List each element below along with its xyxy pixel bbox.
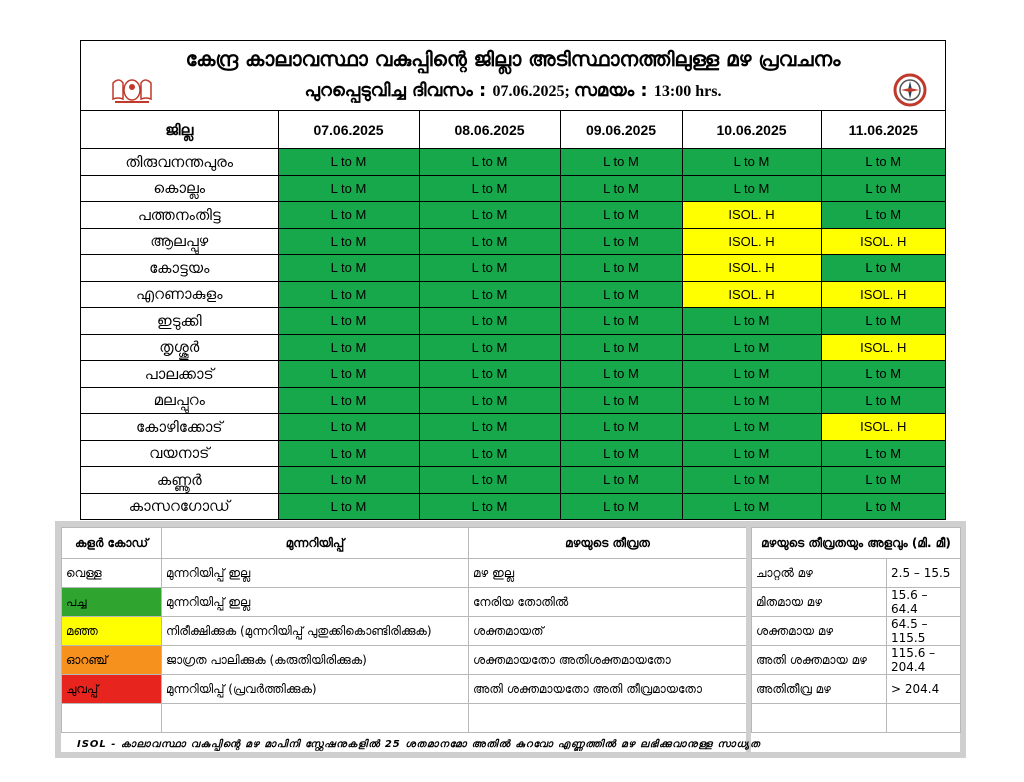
forecast-cell: ISOL. H	[682, 228, 821, 255]
date-column-header: 11.06.2025	[821, 111, 945, 149]
table-row	[81, 149, 945, 176]
issued-label: പുറപ്പെടുവിച്ച ദിവസം :	[304, 80, 493, 101]
forecast-cell: L to M	[560, 202, 682, 229]
warning-cell: ജാഗ്രത പാലിക്കുക (കരുതിയിരിക്കുക)	[162, 646, 469, 675]
forecast-cell: ISOL. H	[682, 255, 821, 282]
issued-date: 07.06.2025;	[492, 83, 574, 100]
district-name: പത്തനംതിട്ട	[81, 202, 278, 229]
color-name-cell: വെള്ള	[62, 559, 162, 588]
scale-row	[752, 559, 961, 588]
forecast-grid	[81, 111, 945, 519]
legend-row	[62, 588, 747, 617]
district-name: തിരുവനന്തപുരം	[81, 149, 278, 176]
forecast-cell: L to M	[560, 361, 682, 388]
forecast-cell: L to M	[560, 281, 682, 308]
forecast-cell: L to M	[821, 361, 945, 388]
scale-label: അതിതീവ്ര മഴ	[752, 675, 887, 704]
forecast-cell: L to M	[821, 467, 945, 494]
scale-blank-row	[752, 704, 961, 733]
forecast-cell: L to M	[419, 361, 560, 388]
legend-row	[62, 617, 747, 646]
forecast-cell: L to M	[682, 493, 821, 519]
forecast-cell: L to M	[560, 493, 682, 519]
date-column-header: 09.06.2025	[560, 111, 682, 149]
forecast-cell: L to M	[278, 202, 419, 229]
forecast-cell: L to M	[821, 387, 945, 414]
scale-range: > 204.4	[887, 675, 961, 704]
district-name: പാലക്കാട്	[81, 361, 278, 388]
table-row	[81, 361, 945, 388]
color-name-cell: ഓറഞ്ച്	[62, 646, 162, 675]
forecast-cell: L to M	[278, 493, 419, 519]
legend-column-header: മഴയുടെ തീവ്രത	[469, 528, 747, 559]
blank-cell	[469, 704, 747, 733]
date-column-header: 07.06.2025	[278, 111, 419, 149]
forecast-cell: L to M	[821, 149, 945, 176]
district-name: കാസറഗോഡ്	[81, 493, 278, 519]
warning-cell: മുന്നറിയിപ്പ് (പ്രവർത്തിക്കുക)	[162, 675, 469, 704]
scale-row	[752, 617, 961, 646]
forecast-cell: L to M	[682, 414, 821, 441]
forecast-cell: L to M	[821, 175, 945, 202]
blank-cell	[62, 704, 162, 733]
forecast-cell: L to M	[821, 255, 945, 282]
color-name-cell: പച്ച	[62, 588, 162, 617]
scale-header: മഴയുടെ തീവ്രതയും അളവും (മി. മീ)	[752, 528, 961, 559]
forecast-cell: L to M	[419, 255, 560, 282]
table-row	[81, 202, 945, 229]
forecast-cell: L to M	[560, 387, 682, 414]
table-row	[81, 228, 945, 255]
forecast-cell: L to M	[419, 334, 560, 361]
scale-label: അതി ശക്തമായ മഴ	[752, 646, 887, 675]
forecast-cell: L to M	[278, 334, 419, 361]
table-row	[81, 467, 945, 494]
forecast-cell: L to M	[821, 440, 945, 467]
forecast-cell: L to M	[560, 334, 682, 361]
legend-column-header: മുന്നറിയിപ്പ്	[162, 528, 469, 559]
legend-panel	[55, 521, 966, 758]
forecast-cell: L to M	[278, 228, 419, 255]
forecast-cell: L to M	[682, 387, 821, 414]
table-row	[81, 493, 945, 519]
kerala-emblem-icon	[109, 75, 155, 105]
intensity-cell: മഴ ഇല്ല	[469, 559, 747, 588]
blank-cell	[162, 704, 469, 733]
forecast-cell: L to M	[278, 308, 419, 335]
forecast-cell: L to M	[419, 414, 560, 441]
intensity-cell: നേരിയ തോതിൽ	[469, 588, 747, 617]
forecast-cell: L to M	[560, 228, 682, 255]
forecast-cell: L to M	[419, 308, 560, 335]
forecast-cell: L to M	[278, 149, 419, 176]
scale-label: മിതമായ മഴ	[752, 588, 887, 617]
forecast-table	[80, 40, 946, 520]
blank-cell	[887, 704, 961, 733]
district-name: ആലപ്പുഴ	[81, 228, 278, 255]
forecast-cell: L to M	[560, 467, 682, 494]
table-row	[81, 440, 945, 467]
legend-blank-row	[62, 704, 747, 733]
table-row	[81, 387, 945, 414]
district-name: കോട്ടയം	[81, 255, 278, 282]
forecast-cell: L to M	[419, 175, 560, 202]
legend-header-row	[62, 528, 747, 559]
forecast-cell: L to M	[278, 440, 419, 467]
page-title: കേന്ദ്ര കാലാവസ്ഥാ വകുപ്പിന്റെ ജില്ലാ അടിസ്ഥാനത്തിലുള്ള മഴ പ്രവചനം	[185, 47, 841, 71]
color-name-cell: ചുവപ്പ്	[62, 675, 162, 704]
forecast-cell: L to M	[821, 308, 945, 335]
forecast-cell: ISOL. H	[682, 202, 821, 229]
forecast-cell: ISOL. H	[682, 281, 821, 308]
forecast-cell: L to M	[682, 440, 821, 467]
table-row	[81, 308, 945, 335]
date-column-header: 08.06.2025	[419, 111, 560, 149]
district-name: കൊല്ലം	[81, 175, 278, 202]
rainfall-scale-legend	[751, 527, 961, 733]
warning-cell: മുന്നറിയിപ്പ് ഇല്ല	[162, 588, 469, 617]
scale-range: 64.5 – 115.5	[887, 617, 961, 646]
date-column-header: 10.06.2025	[682, 111, 821, 149]
scale-range: 2.5 – 15.5	[887, 559, 961, 588]
district-column-header: ജില്ല	[81, 111, 278, 149]
time-label: സമയം :	[573, 80, 654, 101]
forecast-cell: L to M	[682, 175, 821, 202]
isol-note: ISOL - കാലാവസ്ഥാ വകുപ്പിന്റെ മഴ മാപിനി സ്റ്റേഷനുകളിൽ 25 ശതമാനമോ അതിൽ കുറവോ എണ്ണത്തിൽ മഴ ലഭിക്കുവാനുള്ള സാധ്യത	[77, 739, 761, 750]
scale-label: ശക്തമായ മഴ	[752, 617, 887, 646]
forecast-cell: L to M	[682, 149, 821, 176]
intensity-cell: അതി ശക്തമായതോ അതി തീവ്രമായതോ	[469, 675, 747, 704]
scale-row	[752, 646, 961, 675]
color-code-legend	[61, 527, 747, 733]
forecast-cell: ISOL. H	[821, 334, 945, 361]
forecast-cell: L to M	[560, 175, 682, 202]
forecast-cell: L to M	[560, 149, 682, 176]
forecast-cell: L to M	[560, 255, 682, 282]
forecast-cell: L to M	[419, 202, 560, 229]
forecast-cell: L to M	[419, 281, 560, 308]
scale-header-row	[752, 528, 961, 559]
district-name: ഇടുക്കി	[81, 308, 278, 335]
forecast-cell: L to M	[419, 493, 560, 519]
scale-range: 115.6 – 204.4	[887, 646, 961, 675]
forecast-cell: L to M	[278, 255, 419, 282]
table-row	[81, 414, 945, 441]
district-name: കണ്ണൂർ	[81, 467, 278, 494]
forecast-cell: L to M	[278, 281, 419, 308]
legend-row	[62, 675, 747, 704]
district-name: കോഴിക്കോട്	[81, 414, 278, 441]
forecast-cell: L to M	[278, 467, 419, 494]
intensity-cell: ശക്തമായതോ അതിശക്തമായതോ	[469, 646, 747, 675]
legend-row	[62, 646, 747, 675]
forecast-cell: L to M	[419, 228, 560, 255]
forecast-cell: L to M	[682, 361, 821, 388]
forecast-cell: L to M	[821, 202, 945, 229]
legend-column-header: കളർ കോഡ്	[62, 528, 162, 559]
forecast-cell: L to M	[278, 414, 419, 441]
district-name: വയനാട്	[81, 440, 278, 467]
forecast-cell: ISOL. H	[821, 414, 945, 441]
forecast-header	[81, 41, 945, 111]
forecast-cell: L to M	[419, 467, 560, 494]
district-name: എറണാകുളം	[81, 281, 278, 308]
forecast-cell: L to M	[682, 467, 821, 494]
warning-cell: നിരീക്ഷിക്കുക (മുന്നറിയിപ്പ് പുതുക്കികൊണ്ടിരിക്കുക)	[162, 617, 469, 646]
forecast-cell: L to M	[682, 334, 821, 361]
scale-row	[752, 675, 961, 704]
forecast-cell: L to M	[278, 175, 419, 202]
scale-range: 15.6 – 64.4	[887, 588, 961, 617]
color-name-cell: മഞ്ഞ	[62, 617, 162, 646]
district-name: തൃശ്ശൂർ	[81, 334, 278, 361]
forecast-cell: L to M	[419, 149, 560, 176]
warning-cell: മുന്നറിയിപ്പ് ഇല്ല	[162, 559, 469, 588]
forecast-cell: L to M	[821, 493, 945, 519]
table-row	[81, 175, 945, 202]
table-row	[81, 334, 945, 361]
table-row	[81, 255, 945, 282]
forecast-cell: L to M	[419, 440, 560, 467]
table-row	[81, 281, 945, 308]
intensity-cell: ശക്തമായത്	[469, 617, 747, 646]
legend-row	[62, 559, 747, 588]
forecast-cell: ISOL. H	[821, 281, 945, 308]
table-header-row	[81, 111, 945, 149]
forecast-cell: L to M	[278, 387, 419, 414]
district-name: മലപ്പുറം	[81, 387, 278, 414]
forecast-cell: L to M	[560, 440, 682, 467]
forecast-cell: L to M	[560, 308, 682, 335]
scale-row	[752, 588, 961, 617]
forecast-cell: L to M	[419, 387, 560, 414]
scale-label: ചാറ്റൽ മഴ	[752, 559, 887, 588]
time-value: 13:00 hrs.	[653, 83, 722, 100]
forecast-cell: L to M	[682, 308, 821, 335]
forecast-cell: L to M	[278, 361, 419, 388]
forecast-cell: ISOL. H	[821, 228, 945, 255]
issued-line	[81, 80, 945, 101]
forecast-cell: L to M	[560, 414, 682, 441]
blank-cell	[752, 704, 887, 733]
imd-logo-icon	[893, 73, 927, 107]
